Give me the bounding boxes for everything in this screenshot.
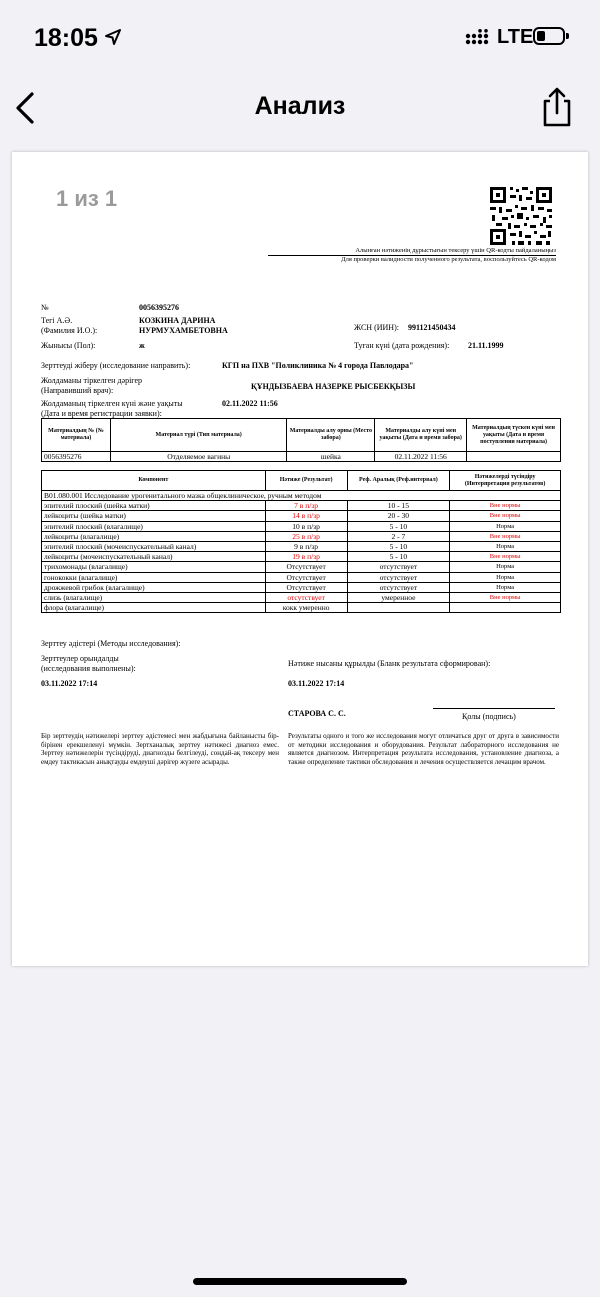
result-component: слизь (влагалище) <box>42 593 266 603</box>
result-row <box>42 501 561 511</box>
result-row <box>42 511 561 521</box>
results-header: Компонент <box>42 471 266 491</box>
result-component: лейкоциты (шейка матки) <box>42 511 266 521</box>
iin-label: ЖСН (ИИН): <box>354 323 399 332</box>
result-row <box>42 582 561 592</box>
result-value: 25 в п/зр <box>265 531 347 541</box>
result-component: трихомонады (влагалище) <box>42 562 266 572</box>
result-interpretation: Вне нормы <box>450 531 561 541</box>
result-interpretation: Вне нормы <box>450 593 561 603</box>
signature-line <box>433 708 555 709</box>
number-label: № <box>41 303 49 312</box>
signature-label: Қолы (подпись) <box>462 712 516 721</box>
dob-value: 21.11.1999 <box>468 341 504 350</box>
result-value: кокк умеренно <box>265 603 347 613</box>
battery-icon <box>533 27 565 45</box>
result-value: 9 в п/зр <box>265 542 347 552</box>
result-interpretation: Норма <box>450 582 561 592</box>
form-label: Нәтиже нысаны құрылды (Бланк результата сформирован): <box>288 659 491 668</box>
sample-header: Материалды алу күні мен уақыты (Дата и время забора) <box>375 419 467 452</box>
result-reference <box>347 603 450 613</box>
result-value: 10 в п/зр <box>265 521 347 531</box>
registration-label: Жолдаманың тіркелген күні және уақыты <box>41 399 183 408</box>
done-label: Зерттеулер орындалды <box>41 654 119 663</box>
results-header: Реф. Аралық (Реф.интервал) <box>347 471 450 491</box>
pdf-page <box>12 152 588 966</box>
results-header: Нәтиже (Результат) <box>265 471 347 491</box>
done-value: 03.11.2022 17:14 <box>41 679 98 688</box>
sample-header: Материалдың түскен күні мен уақыты (Дата и время поступления материала) <box>467 419 561 452</box>
qr-note-ru: Для проверки валидности полученного результата, воспользуйтесь QR-кодом <box>341 256 556 263</box>
doctor-label-ru: (Направивший врач): <box>41 386 114 395</box>
sample-table <box>41 418 561 462</box>
sample-received <box>467 452 561 462</box>
status-time: 18:05 <box>34 24 98 52</box>
result-row <box>42 542 561 552</box>
result-component: эпителий плоский (мочеиспускательный канал) <box>42 542 266 552</box>
sample-number: 0056395276 <box>42 452 111 462</box>
result-value: отсутствует <box>265 593 347 603</box>
result-reference: умеренное <box>347 593 450 603</box>
result-component: дрожжевой грибок (влагалище) <box>42 582 266 592</box>
patient-patronymic: НУРМУХАМБЕТОВНА <box>139 326 228 335</box>
location-arrow-icon <box>104 28 122 46</box>
navigation-bar <box>0 80 600 142</box>
result-row <box>42 531 561 541</box>
result-value: Отсутствует <box>265 562 347 572</box>
result-component: гонококки (влагалище) <box>42 572 266 582</box>
qr-note-kz: Алынған нәтиженің дұрыстығын тексеру үшін QR-кодты пайдаланыңыз <box>355 247 556 254</box>
result-component: лейкоциты (мочеиспускательный канал) <box>42 552 266 562</box>
sex-label: Жынысы (Пол): <box>41 341 96 350</box>
result-reference: отсутствует <box>347 582 450 592</box>
dob-label: Туған күні (дата рождения): <box>354 341 450 350</box>
registration-label-ru: (Дата и время регистрации заявки): <box>41 409 162 418</box>
result-row <box>42 593 561 603</box>
result-reference: 10 - 15 <box>347 501 450 511</box>
number-value: 0056395276 <box>139 303 179 312</box>
status-bar <box>0 0 600 80</box>
sample-site: шейка <box>287 452 375 462</box>
result-component: эпителий плоский (шейка матки) <box>42 501 266 511</box>
results-table <box>41 470 561 613</box>
result-value: Отсутствует <box>265 572 347 582</box>
result-component: лейкоциты (влагалище) <box>42 531 266 541</box>
result-reference: отсутствует <box>347 572 450 582</box>
result-interpretation: Вне нормы <box>450 511 561 521</box>
disclaimer-kz: Бір зерттеудің нәтижелері зерттеу әдістемесі мен жабдығына байланысты бір-бірінен ерекшеленуі мүмкін. Зертханалық зерттеу нәтижесі диагноз емес. Зерттеу нәтижелерін түсіндіруді, диагнозды белгілеуді, сондай-ақ тексеру мен емдеу тактикасын анықтауды емдеуші дәрігер жүзеге асырады. <box>41 732 279 766</box>
registration-value: 02.11.2022 11:56 <box>222 399 278 408</box>
form-value: 03.11.2022 17:14 <box>288 679 345 688</box>
result-reference: отсутствует <box>347 562 450 572</box>
result-value: Отсутствует <box>265 582 347 592</box>
home-indicator <box>193 1278 407 1285</box>
methods-label: Зерттеу әдістері (Методы исследования): <box>41 639 181 648</box>
result-component: флора (влагалище) <box>42 603 266 613</box>
qr-code-image <box>488 185 554 247</box>
result-interpretation: Норма <box>450 572 561 582</box>
result-reference: 20 - 30 <box>347 511 450 521</box>
iin-value: 991121450434 <box>408 323 456 332</box>
signer-name: СТАРОВА С. С. <box>288 709 346 718</box>
test-section-row: B01.080.001 Исследование урогенитального мазка общеклиническое, ручным методом <box>42 491 561 501</box>
signal-strength-icon <box>465 29 491 45</box>
done-label-ru: (исследования выполнены): <box>41 664 136 673</box>
result-component: эпителий плоский (влагалище) <box>42 521 266 531</box>
results-header: Нәтижелерді түсіндіру (Интерпретация результатов) <box>450 471 561 491</box>
result-reference: 5 - 10 <box>347 542 450 552</box>
sex-value: ж <box>139 341 145 350</box>
name-label: Тегі А.Ә. <box>41 316 73 325</box>
sender-value: КГП на ПХВ "Поликлиника № 4 города Павлодара" <box>222 361 414 370</box>
sample-header: Материал түрі (Тип материала) <box>110 419 287 452</box>
result-interpretation: Норма <box>450 521 561 531</box>
result-interpretation: Норма <box>450 542 561 552</box>
network-type: LTE <box>497 26 534 48</box>
disclaimer-ru: Результаты одного и того же исследования могут отличаться друг от друга в зависимости от методики исследования и оборудования. Результат лабораторного исследования не является диагнозом. Интерпретация результата исследования, установление диагноза, а также определение тактики обследования и лечения осуществляется лечащим врачом. <box>288 732 559 766</box>
result-value: 14 в п/зр <box>265 511 347 521</box>
result-reference: 2 - 7 <box>347 531 450 541</box>
result-interpretation: Вне нормы <box>450 552 561 562</box>
page-title: Анализ <box>254 92 346 120</box>
result-reference: 5 - 10 <box>347 552 450 562</box>
name-label-ru: (Фамилия И.О.): <box>41 326 98 335</box>
result-value: 19 в п/зр <box>265 552 347 562</box>
result-row <box>42 521 561 531</box>
page-indicator: 1 из 1 <box>56 186 118 211</box>
sample-header: Материалдың № (№ материала) <box>42 419 111 452</box>
doctor-label: Жолдаманы тіркелген дәрігер <box>41 376 143 385</box>
doctor-value: ҚҰНДЫЗБАЕВА НАЗЕРКЕ РЫСБЕКҚЫЗЫ <box>251 382 416 391</box>
sample-header: Материалды алу орны (Место забора) <box>287 419 375 452</box>
result-row <box>42 562 561 572</box>
result-row <box>42 552 561 562</box>
patient-name: КОЗКИНА ДАРИНА <box>139 316 216 325</box>
result-row <box>42 603 561 613</box>
result-value: 7 в п/зр <box>265 501 347 511</box>
result-interpretation: Вне нормы <box>450 501 561 511</box>
sample-collected: 02.11.2022 11:56 <box>375 452 467 462</box>
sample-material: Отделяемое вагины <box>110 452 287 462</box>
share-icon[interactable] <box>537 85 577 129</box>
pdf-viewer[interactable] <box>0 142 600 1297</box>
sender-label: Зерттеуді жіберу (исследование направить): <box>41 361 191 370</box>
result-reference: 5 - 10 <box>347 521 450 531</box>
result-row <box>42 572 561 582</box>
result-interpretation: Норма <box>450 562 561 572</box>
result-interpretation <box>450 603 561 613</box>
